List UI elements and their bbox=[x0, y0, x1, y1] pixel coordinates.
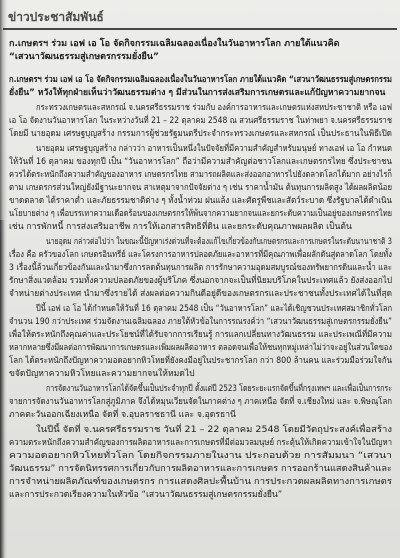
headline-line bbox=[9, 51, 392, 64]
line-text: โลก ได้ตระหนักถึงปัญหาความอดอยากหิวโหยที่ยังคงมีอยู่ในประชากรโลก กว่า 800 ล้านคน และร่วมมือร่วมใจกัน bbox=[9, 356, 392, 366]
lead-paragraph bbox=[9, 74, 392, 100]
line-text: ขจัดปัญหาความหิวโหยและความยากจนให้หมดไป bbox=[9, 369, 195, 379]
body-text-line bbox=[9, 249, 392, 262]
line-text: เรื่อง คือ ครัวของโลก เกษตรอินทรีย์ และโครงการอาหารปลอดภัยและอาหารที่มีคุณภาพเพื่อผลักดันสู่ตลาดโลก โดยทั้ง bbox=[9, 250, 392, 260]
body-text-line bbox=[9, 383, 392, 396]
body-text-line bbox=[9, 303, 392, 316]
body-text-line bbox=[9, 288, 392, 301]
paragraph-fao-theme bbox=[9, 303, 392, 381]
line-text: วัฒนธรรม” การจัดนิทรรศการเกี่ยวกับการผลิตอาหารและการเกษตร การออกร้านแสดงสินค้าและ bbox=[9, 464, 393, 474]
body-text-line bbox=[9, 182, 392, 195]
line-text: โดยมี นายอุดม เศรษฐบุญสร้าง กรรมการผู้ช่วยรัฐมนตรีประจำกระทรวงเกษตรและสหกรณ์ เป็นประธานในพิธีเปิด bbox=[9, 129, 392, 139]
line-text: นายอุดม เศรษฐบุญสร้าง กล่าวว่า อาหารเป็นหนึ่งในปัจจัยที่มีความสำคัญสำหรับมนุษย์ ทางเอฟ เอ โอ กำหนด bbox=[36, 144, 392, 154]
line-text: ให้วันที่ 16 ตุลาคม ของทุกปี เป็น “วันอาหารโลก” ถือว่ามีความสำคัญต่อชาวโลกและเกษตรกรไทย ซึ่งประชาชน bbox=[9, 157, 392, 167]
line-text: ก.เกษตรฯ ร่วม เอฟ เอ โอ จัดกิจกรรมเฉลิมฉลองเนื่องในวันอาหารโลก ภายใต้แนวคิด “เสวนาวัฒนธรรมสู่เกษตรกรรม bbox=[9, 75, 392, 85]
line-text: ภาคตะวันออกเฉียงเหนือ จัดที่ จ.อุบลราชธานี และ จ.อุดรธานี bbox=[9, 410, 236, 420]
body-text-line bbox=[9, 262, 392, 275]
press-release-header bbox=[8, 9, 104, 25]
line-text: ปีนี้ เอฟ เอ โอ ได้กำหนดให้วันที่ 16 ตุลาคม 2548 เป็น “วันอาหารโลก” และได้เชิญชวนประเทศสมาชิกทั่วโลก bbox=[36, 304, 392, 314]
body-text-line bbox=[9, 115, 392, 128]
line-text: นโยบายต่าง ๆ เพื่อบรรเทาความเดือดร้อนของเกษตรกรให้พ้นจากความยากจนและยกระดับความเป็นอยู่ของเกษตรกรไทย bbox=[9, 209, 392, 219]
header-rule bbox=[3, 28, 397, 30]
body-text-line bbox=[9, 329, 392, 342]
paragraph-event-intro bbox=[9, 102, 392, 141]
body-text-line bbox=[9, 102, 392, 115]
line-text: และการประกวดเรียงความในหัวข้อ “เสวนาวัฒนธรรมสู่เกษตรกรรมยั่งยืน” bbox=[9, 490, 283, 500]
line-text: หลากหลายซึ่งมีผลต่อการพัฒนาการเกษตรและเพิ่มผลผลิตอาหาร ตลอดจนเพื่อให้ชนทุกหมู่เหล่าไม่ว่าจะอยู่ในส่วนใดของ bbox=[9, 343, 392, 353]
lead-line bbox=[9, 87, 392, 100]
line-text: “เสวนาวัฒนธรรมสู่เกษตรกรรมยั่งยืน” bbox=[9, 52, 159, 62]
body-text-line bbox=[9, 342, 392, 355]
paragraph-history bbox=[9, 383, 392, 422]
body-text-line bbox=[9, 169, 392, 182]
line-text: จำนวน 190 กว่าประเทศ ร่วมจัดงานเฉลิมฉลอง ภายใต้หัวข้อในการรณรงค์ว่า “เสวนาวัฒนธรรมสู่เกษตรกรรมยั่งยืน” bbox=[9, 317, 392, 327]
body-text-line bbox=[9, 476, 392, 489]
line-text: ขาดตลาด ได้ราคาต่ำ และภัยธรรมชาติต่าง ๆ ทั้งน้ำท่วม ฝนแล้ง และศัตรูพืชและสัตว์ระบาด ซึ่งรัฐบาลได้ดำเนิน bbox=[9, 196, 392, 206]
body-text-line bbox=[9, 195, 392, 208]
line-text: นายอุดม กล่าวต่อไปว่า ในขณะนี้ปัญหาเร่งด่วนที่จะต้องแก้ไขเกี่ยวข้องกับเกษตรกรและการเกษตรในระดับนานาชาติ 3 bbox=[46, 237, 392, 247]
line-text: เพื่อให้ตระหนักถึงคุณค่าและประโยชน์ที่ได้รับจากการเรียนรู้ การแลกเปลี่ยนทางวัฒนธรรม และประเพณีที่มีความ bbox=[9, 330, 392, 340]
line-text: การจัดงานวันอาหารโลกได้จัดขึ้นเป็นประจำทุกปี ตั้งแต่ปี 2523 โดยระยะแรกจัดขึ้นที่กรุงเทพฯ และเพื่อเป็นการกระ bbox=[46, 384, 392, 394]
body-text-line bbox=[9, 221, 392, 234]
line-text: ก.เกษตรฯ ร่วม เอฟ เอ โอ จัดกิจกรรมเฉลิมฉลองเนื่องในวันอาหารโลก ภายใต้แนวคิด bbox=[9, 39, 340, 49]
line-text: จำหน่ายต่างประเทศ นำมาซึ่งรายได้ ส่งผลต่อความกินดีอยู่ดีของเกษตรกรและประชาชนทั้งประเทศได้ในที่สุด bbox=[9, 289, 392, 299]
paragraph-urgent-issues bbox=[9, 236, 392, 301]
body-text-line bbox=[9, 396, 392, 409]
line-text: การจำหน่ายผลิตภัณฑ์ของเกษตรกร การแสดงศิลปะพื้นบ้าน การประกวดผลผลิตทางการเกษตร bbox=[9, 477, 392, 487]
line-text: รักษาสิ่งแวดล้อม รวมทั้งความปลอดภัยของผู้บริโภค ซึ่งนอกจากจะเป็นที่นิยมบริโภคในประเทศแล้ว ยังส่งออกไป bbox=[9, 276, 392, 286]
line-text: 3 เรื่องนี้ล้วนเกี่ยวข้องกันและนำมาซึ่งการลดต้นทุนการผลิต การรักษาความอุดมสมบูรณ์ของทรัพยากรดินและน้ำ และ bbox=[9, 263, 392, 273]
document-body bbox=[9, 38, 392, 502]
paragraph-activities bbox=[9, 424, 392, 502]
body-text-line bbox=[9, 450, 392, 463]
body-text-line bbox=[9, 143, 392, 156]
body-text-line bbox=[9, 437, 392, 450]
line-text: ในปีนี้ จัดที่ จ.นครศรีธรรมราช วันที่ 21 – 22 ตุลาคม 2548 โดยมีวัตถุประสงค์เพื่อสร้าง bbox=[36, 425, 392, 435]
body-text-line bbox=[9, 463, 392, 476]
line-text: กระทรวงเกษตรและสหกรณ์ จ.นครศรีธรรมราช ร่วมกับ องค์การอาหารและเกษตรแห่งสหประชาชาติ หรือ เอฟ bbox=[36, 103, 392, 113]
line-text: ความตระหนักถึงความสำคัญของการผลิตอาหารและการเกษตรที่มีต่อมวลมนุษย์ กระตุ้นให้เกิดความเข้าใจในปัญหา bbox=[9, 438, 392, 448]
scan-edge-shadow bbox=[0, 220, 5, 558]
line-text: ควรได้ตระหนักถึงความสำคัญของอาหาร เกษตรกรไทย สามารถผลิตและส่งออกอาหารไปยังตลาดโลกได้มาก อย่างไรก็ bbox=[9, 170, 392, 180]
body-text-line bbox=[9, 355, 392, 368]
line-text: จายการจัดงานวันอาหารโลกสู่ภูมิภาค จึงได้หมุนเวียนจัดในภาคต่าง ๆ ภาคเหนือ จัดที่ จ.เชียงใหม่ และ จ.พิษณุโลก bbox=[9, 397, 392, 407]
body-text-line bbox=[9, 275, 392, 288]
body-text-line bbox=[9, 236, 392, 249]
body-text-line bbox=[9, 316, 392, 329]
paragraph-speech bbox=[9, 143, 392, 234]
lead-line bbox=[9, 74, 392, 87]
line-text: ความอดอยากหิวโหยทั่วโลก โดยกิจกรรมภายในงาน ประกอบด้วย การสัมมนา “เสวนา bbox=[9, 451, 392, 461]
press-release-label: ข่าวประชาสัมพันธ์ bbox=[8, 10, 104, 24]
body-text-line bbox=[9, 409, 392, 422]
body-text-line bbox=[9, 208, 392, 221]
body-text-line bbox=[9, 128, 392, 141]
body-text-line bbox=[9, 368, 392, 381]
body-text-line bbox=[9, 489, 392, 502]
headline-line bbox=[9, 38, 392, 51]
line-text: เช่น การพักหนี้ การส่งเสริมอาชีพ การให้เอกสารสิทธิที่ดิน และยกระดับคุณภาพผลผลิต เป็นต้น bbox=[9, 222, 352, 232]
body-text-line bbox=[9, 156, 392, 169]
line-text: ยั่งยืน” หวังให้ทุกฝ่ายเห็นว่าวัฒนธรรมต่าง ๆ มีส่วนในการส่งเสริมการเกษตรและแก้ปัญหาความยากจน bbox=[9, 88, 386, 98]
body-text-line bbox=[9, 424, 392, 437]
headline bbox=[9, 38, 392, 64]
line-text: เอ โอ จัดงานวันอาหารโลก ในระหว่างวันที่ 21 – 22 ตุลาคม 2548 ณ สวนศรีธรรมราช ในท่าพยา จ.นครศรีธรรมราช bbox=[9, 116, 392, 126]
line-text: ตาม เกษตรกรส่วนใหญ่ยังมีฐานะยากจน สาเหตุมาจากปัจจัยต่าง ๆ เช่น ราคาน้ำมัน ต้นทุนการผลิตสูง ได้ผลผลิตน้อย bbox=[9, 183, 392, 193]
